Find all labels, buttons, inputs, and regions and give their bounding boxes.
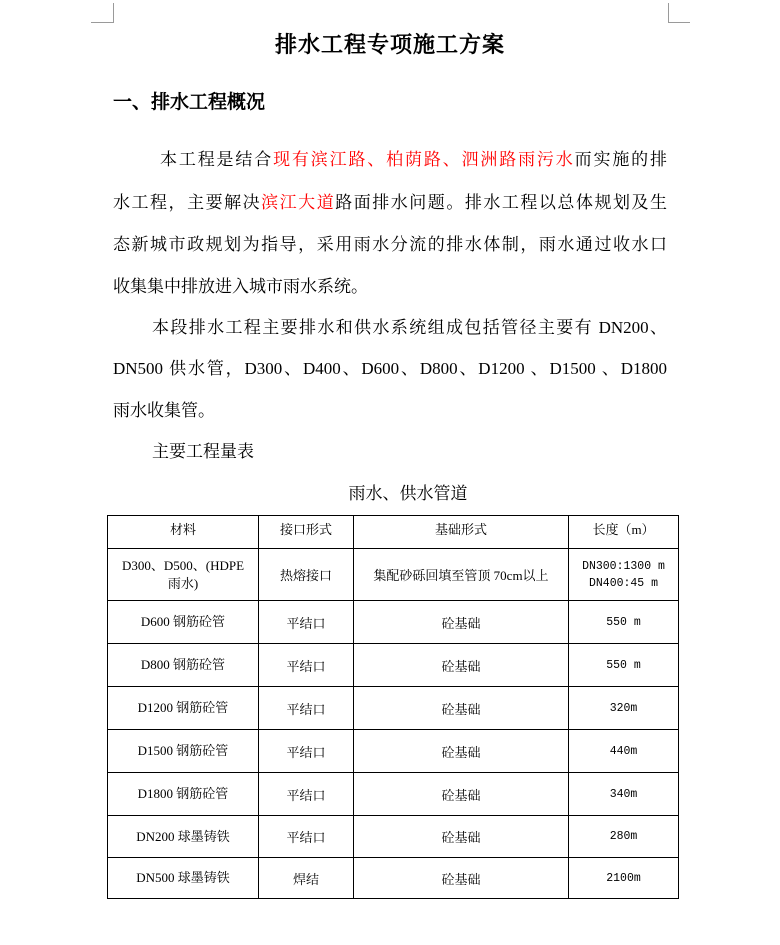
- cell-foundation: 砼基础: [354, 730, 569, 773]
- header-material: 材料: [108, 516, 259, 549]
- cell-joint-type: 平结口: [259, 730, 354, 773]
- crop-mark-top-left: [91, 22, 113, 23]
- document-title: 排水工程专项施工方案: [274, 32, 505, 57]
- cell-length: 280m: [569, 816, 679, 858]
- table-header-row: [108, 516, 679, 549]
- cell-line: DN400:45 m: [588, 576, 658, 590]
- cell-foundation: 砼基础: [354, 601, 569, 644]
- cell-joint-type: 热熔接口: [259, 549, 354, 601]
- cell-material: D1500 钢筋砼管: [108, 730, 259, 773]
- pipe-table-body: [108, 549, 679, 899]
- table-row: [108, 858, 679, 899]
- cell-foundation: 砼基础: [354, 687, 569, 730]
- cell-length: 2100m: [569, 858, 679, 899]
- cell-joint-type: 平结口: [259, 644, 354, 687]
- paragraph-line: 本段排水工程主要排水和供水系统组成包括管径主要有 DN200、: [152, 318, 667, 337]
- table-caption: 雨水、供水管道: [348, 484, 468, 503]
- cell-material: D300、D500、(HDPE 雨水): [108, 549, 259, 601]
- text-run: 而实施的排: [574, 150, 668, 169]
- cell-material: DN200 球墨铸铁: [108, 816, 259, 858]
- cell-joint-type: 平结口: [259, 816, 354, 858]
- cell-length: 340m: [569, 773, 679, 816]
- table-row: [108, 773, 679, 816]
- cell-material: D800 钢筋砼管: [108, 644, 259, 687]
- paragraph-line: [160, 148, 667, 172]
- crop-mark-top-right: [668, 22, 690, 23]
- cell-line: DN300:1300 m: [582, 559, 665, 573]
- cell-joint-type: 平结口: [259, 601, 354, 644]
- cell-length: 440m: [569, 730, 679, 773]
- table-row: [108, 730, 679, 773]
- cell-material: D1200 钢筋砼管: [108, 687, 259, 730]
- cell-foundation: 砼基础: [354, 858, 569, 899]
- header-length: 长度（m）: [569, 516, 679, 549]
- pipe-quantity-table: [107, 515, 679, 899]
- paragraph-line: 收集集中排放进入城市雨水系统。: [113, 277, 368, 296]
- text-run: 本工程是结合: [160, 150, 274, 169]
- highlighted-text: 现有滨江路、柏荫路、泗洲路雨污水: [273, 150, 575, 169]
- cell-material: DN500 球墨铸铁: [108, 858, 259, 899]
- text-run: 路面排水问题。排水工程以总体规划及生: [335, 193, 668, 212]
- cell-material: D1800 钢筋砼管: [108, 773, 259, 816]
- table-row: [108, 601, 679, 644]
- cell-length: 320m: [569, 687, 679, 730]
- paragraph-line: DN500 供水管，D300、D400、D600、D800、D1200 、D1500 、D1800: [113, 359, 667, 378]
- cell-foundation: 砼基础: [354, 816, 569, 858]
- cell-joint-type: 平结口: [259, 687, 354, 730]
- cell-length: [569, 549, 679, 601]
- cell-foundation: 砼基础: [354, 773, 569, 816]
- highlighted-text: 滨江大道: [261, 193, 336, 212]
- table-row: [108, 687, 679, 730]
- cell-foundation: 集配砂砾回填至管顶 70cm以上: [354, 549, 569, 601]
- cell-material: D600 钢筋砼管: [108, 601, 259, 644]
- paragraph-line: [113, 191, 667, 215]
- section-heading: 一、排水工程概况: [113, 92, 266, 113]
- table-row: [108, 644, 679, 687]
- cell-length: 550 m: [569, 601, 679, 644]
- paragraph-line: 雨水收集管。: [113, 401, 215, 420]
- cell-joint-type: 焊结: [259, 858, 354, 899]
- quantity-table-label: 主要工程量表: [152, 442, 254, 461]
- text-run: 水工程，主要解决: [113, 193, 262, 212]
- paragraph-line: 态新城市政规划为指导，采用雨水分流的排水体制，雨水通过收水口: [113, 235, 667, 254]
- cell-length: 550 m: [569, 644, 679, 687]
- cell-joint-type: 平结口: [259, 773, 354, 816]
- cell-foundation: 砼基础: [354, 644, 569, 687]
- crop-mark-top-left: [113, 3, 114, 23]
- table-row: [108, 549, 679, 601]
- table-row: [108, 816, 679, 858]
- header-foundation: 基础形式: [354, 516, 569, 549]
- crop-mark-top-right: [668, 3, 669, 23]
- header-joint-type: 接口形式: [259, 516, 354, 549]
